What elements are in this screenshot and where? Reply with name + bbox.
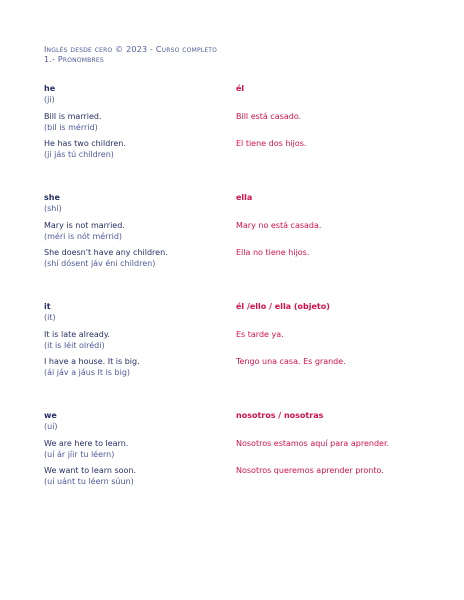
course-title: Inglés desde cero © 2023 - Curso completo	[44, 45, 218, 54]
pronoun-translation: ella	[236, 193, 253, 202]
pronoun-word: it	[44, 302, 51, 311]
chapter-title: 1.- Pronombres	[44, 55, 104, 64]
example-pronunciation: (méri is nót mérrid)	[44, 232, 123, 241]
example-pronunciation: (it is léit olrédi)	[44, 341, 105, 350]
pronoun-translation: nosotros / nosotras	[236, 411, 324, 420]
pronoun-pronunciation: (shi)	[44, 204, 62, 213]
example-english: Mary is not married.	[44, 221, 125, 230]
pronoun-pronunciation: (it)	[44, 313, 56, 322]
example-pronunciation: (uí ár jíir tu léern)	[44, 450, 115, 459]
example-english: We are here to learn.	[44, 439, 129, 448]
example-english: We want to learn soon.	[44, 466, 137, 475]
pronoun-translation: él /ello / ella (objeto)	[236, 302, 330, 311]
pronoun-pronunciation: (ji)	[44, 95, 55, 104]
pronoun-translation: él	[236, 84, 245, 93]
example-spanish: Ella no tiene hijos.	[236, 248, 310, 257]
document-header	[44, 45, 217, 65]
pronoun-word: we	[44, 411, 57, 420]
example-spanish: Es tarde ya.	[236, 330, 284, 339]
example-spanish: Tengo una casa. Es grande.	[236, 357, 346, 366]
pronoun-word: he	[44, 84, 56, 93]
example-english: She doesn't have any children.	[44, 248, 168, 257]
example-pronunciation: (bil is mérrid)	[44, 123, 98, 132]
example-english: Bill is married.	[44, 112, 102, 121]
example-pronunciation: (uí uánt tu léern súun)	[44, 477, 134, 486]
example-english: I have a house. It is big.	[44, 357, 140, 366]
example-spanish: El tiene dos hijos.	[236, 139, 307, 148]
example-spanish: Nosotros queremos aprender pronto.	[236, 466, 384, 475]
example-pronunciation: (shí dósent jáv éni children)	[44, 259, 156, 268]
example-spanish: Bill está casado.	[236, 112, 302, 121]
example-spanish: Nosotros estamos aquí para aprender.	[236, 439, 390, 448]
example-pronunciation: (ji jás tú children)	[44, 150, 114, 159]
example-english: He has two children.	[44, 139, 126, 148]
pronoun-word: she	[44, 193, 60, 202]
example-pronunciation: (ái jáv a jáus It is big)	[44, 368, 131, 377]
pronoun-pronunciation: (uí)	[44, 422, 58, 431]
example-spanish: Mary no está casada.	[236, 221, 322, 230]
example-english: It is late already.	[44, 330, 110, 339]
